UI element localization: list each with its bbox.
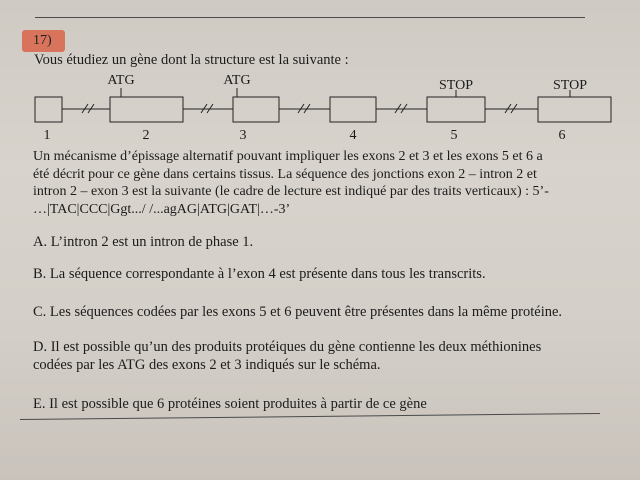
option-d (33, 338, 593, 374)
option-d-line-2: codées par les ATG des exons 2 et 3 indiqués sur le schéma. (33, 357, 381, 373)
paragraph-line-4: …|TAC|CCC|Ggt.../ /...agAG|ATG|GAT|…-3’ (33, 201, 291, 217)
question-intro: Vous étudiez un gène dont la structure est la suivante : (34, 52, 349, 68)
exon-4-box (330, 97, 376, 122)
atg-label-exon-3: ATG (223, 73, 251, 88)
question-paragraph (33, 148, 593, 218)
exon-3-box (233, 97, 279, 122)
atg-label-exon-2: ATG (107, 73, 135, 88)
exon-number-2: 2 (142, 128, 150, 143)
option-a: A. L’intron 2 est un intron de phase 1. (33, 234, 254, 250)
exon-5-box (427, 97, 485, 122)
exon-2-box (110, 97, 183, 122)
option-b: B. La séquence correspondante à l’exon 4 est présente dans tous les transcrits. (33, 266, 486, 282)
paragraph-line-1: Un mécanisme d’épissage alternatif pouvant impliquer les exons 2 et 3 et les exons 5 et 6 a (33, 149, 543, 164)
stop-label-exon-6: STOP (553, 78, 587, 93)
exon-number-5: 5 (450, 128, 458, 143)
paragraph-line-2: été décrit pour ce gène dans certains tissus. La séquence des jonctions exon 2 – intron 2 et (33, 166, 537, 182)
exon-number-3: 3 (239, 128, 247, 143)
exon-number-6: 6 (558, 128, 566, 143)
option-d-line-1: D. Il est possible qu’un des produits protéiques du gène contienne les deux méthionines (33, 339, 542, 355)
exon-number-4: 4 (349, 128, 357, 143)
option-c: C. Les séquences codées par les exons 5 et 6 peuvent être présentes dans la même protéine. (33, 304, 563, 320)
exon-6-box (538, 97, 611, 122)
exon-number-1: 1 (43, 128, 51, 143)
option-e: E. Il est possible que 6 protéines soient produites à partir de ce gène (33, 396, 427, 412)
stop-label-exon-5: STOP (439, 78, 473, 93)
exon-1-box (35, 97, 62, 122)
paragraph-line-3: intron 2 – exon 3 est la suivante (le cadre de lecture est indiqué par des traits verticaux) : 5’- (33, 184, 549, 199)
question-number: 17) (33, 33, 52, 48)
